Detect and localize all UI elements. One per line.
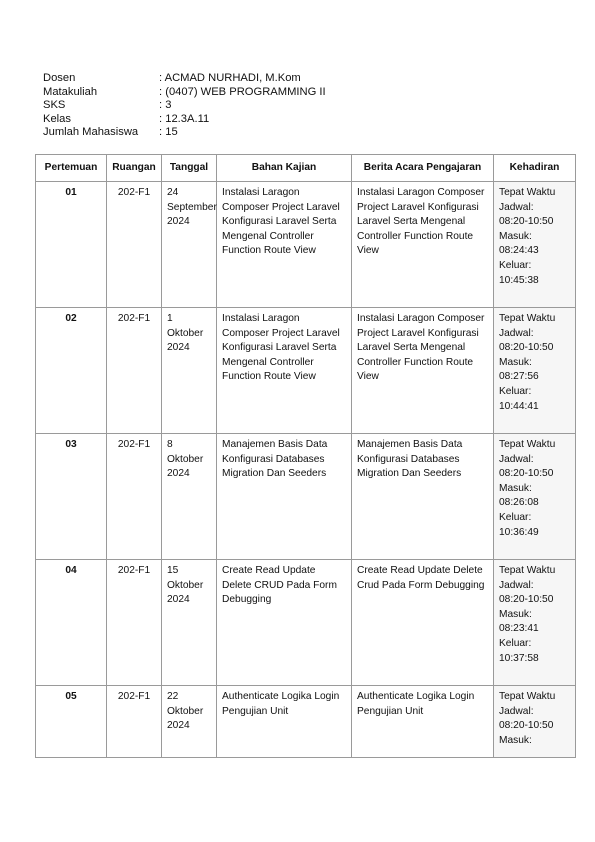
- course-info: [43, 72, 326, 140]
- tanggal-cell: 1 Oktober 2024: [162, 308, 217, 434]
- attendance-status: Tepat Waktu: [499, 313, 556, 324]
- header-pertemuan: Pertemuan: [36, 155, 107, 182]
- table-row: [36, 560, 576, 686]
- keluar-time: 10:45:38: [499, 274, 539, 286]
- keluar-time: 10:36:49: [499, 526, 539, 538]
- tanggal-cell: 22 Oktober 2024: [162, 686, 217, 758]
- table-row: [36, 434, 576, 560]
- header-berita-acara: Berita Acara Pengajaran: [352, 155, 494, 182]
- kehadiran-cell: [494, 560, 576, 686]
- bahan-kajian-cell: Create Read Update Delete CRUD Pada Form Debugging: [217, 560, 352, 686]
- bahan-kajian-cell: Instalasi Laragon Composer Project Laravel Konfigurasi Laravel Serta Mengenal Controller Function Route View: [217, 308, 352, 434]
- masuk-time: 08:27:56: [499, 371, 539, 383]
- info-row-kelas: [43, 113, 326, 127]
- pertemuan-cell: 03: [36, 434, 107, 560]
- matakuliah-value: : (0407) WEB PROGRAMMING II: [159, 86, 326, 100]
- ruangan-cell: 202-F1: [107, 182, 162, 308]
- keluar-label: Keluar:: [499, 259, 532, 271]
- header-kehadiran: Kehadiran: [494, 155, 576, 182]
- table-row: [36, 182, 576, 308]
- header-ruangan: Ruangan: [107, 155, 162, 182]
- tanggal-cell: 8 Oktober 2024: [162, 434, 217, 560]
- teaching-journal-table: [35, 154, 576, 758]
- dosen-value: : ACMAD NURHADI, M.Kom: [159, 72, 301, 86]
- kehadiran-cell: [494, 434, 576, 560]
- keluar-label: Keluar:: [499, 637, 532, 649]
- berita-acara-cell: Instalasi Laragon Composer Project Laravel Konfigurasi Laravel Serta Mengenal Controller Function Route View: [352, 182, 494, 308]
- info-row-dosen: [43, 72, 326, 86]
- pertemuan-cell: 02: [36, 308, 107, 434]
- jadwal-label: Jadwal:: [499, 579, 534, 591]
- berita-acara-cell: Manajemen Basis Data Konfigurasi Databases Migration Dan Seeders: [352, 434, 494, 560]
- attendance-status: Tepat Waktu: [499, 187, 556, 198]
- ruangan-cell: 202-F1: [107, 560, 162, 686]
- masuk-label: Masuk:: [499, 482, 532, 494]
- table-row: [36, 308, 576, 434]
- ruangan-cell: 202-F1: [107, 308, 162, 434]
- berita-acara-cell: Instalasi Laragon Composer Project Laravel Konfigurasi Laravel Serta Mengenal Controller Function Route View: [352, 308, 494, 434]
- kehadiran-cell: [494, 182, 576, 308]
- attendance-status: Tepat Waktu: [499, 439, 556, 450]
- jadwal-label: Jadwal:: [499, 705, 534, 717]
- keluar-time: 10:44:41: [499, 400, 539, 412]
- jadwal-label: Jadwal:: [499, 453, 534, 465]
- sks-value: : 3: [159, 99, 171, 113]
- header-bahan-kajian: Bahan Kajian: [217, 155, 352, 182]
- masuk-label: Masuk:: [499, 608, 532, 620]
- jadwal-time: 08:20-10:50: [499, 468, 554, 480]
- matakuliah-label: Matakuliah: [43, 85, 98, 98]
- jadwal-time: 08:20-10:50: [499, 594, 554, 606]
- berita-acara-cell: Create Read Update Delete Crud Pada Form Debugging: [352, 560, 494, 686]
- jadwal-time: 08:20-10:50: [499, 216, 554, 228]
- masuk-label: Masuk:: [499, 356, 532, 368]
- pertemuan-cell: 04: [36, 560, 107, 686]
- ruangan-cell: 202-F1: [107, 686, 162, 758]
- masuk-time: 08:23:41: [499, 623, 539, 635]
- masuk-label: Masuk:: [499, 734, 532, 746]
- keluar-time: 10:37:58: [499, 652, 539, 664]
- kehadiran-cell: [494, 686, 576, 758]
- keluar-label: Keluar:: [499, 385, 532, 397]
- pertemuan-cell: 05: [36, 686, 107, 758]
- jadwal-time: 08:20-10:50: [499, 720, 554, 732]
- info-row-matakuliah: [43, 86, 326, 100]
- masuk-time: 08:26:08: [499, 497, 539, 509]
- info-row-jumlah-mahasiswa: [43, 126, 326, 140]
- berita-acara-cell: Authenticate Logika Login Pengujian Unit: [352, 686, 494, 758]
- bahan-kajian-cell: Authenticate Logika Login Pengujian Unit: [217, 686, 352, 758]
- table-header-row: [36, 155, 576, 182]
- kelas-label: Kelas: [43, 112, 71, 125]
- masuk-label: Masuk:: [499, 230, 532, 242]
- sks-label: SKS: [43, 99, 66, 112]
- info-row-sks: [43, 99, 326, 113]
- jadwal-label: Jadwal:: [499, 327, 534, 339]
- table-row: [36, 686, 576, 758]
- tanggal-cell: 15 Oktober 2024: [162, 560, 217, 686]
- jadwal-time: 08:20-10:50: [499, 342, 554, 354]
- dosen-label: Dosen: [43, 72, 76, 84]
- jadwal-label: Jadwal:: [499, 201, 534, 213]
- ruangan-cell: 202-F1: [107, 434, 162, 560]
- jumlah-mahasiswa-label: Jumlah Mahasiswa: [43, 126, 139, 139]
- pertemuan-cell: 01: [36, 182, 107, 308]
- keluar-label: Keluar:: [499, 511, 532, 523]
- kelas-value: : 12.3A.11: [159, 113, 209, 127]
- attendance-status: Tepat Waktu: [499, 565, 556, 576]
- jumlah-mahasiswa-value: : 15: [159, 126, 178, 140]
- tanggal-cell: 24 September 2024: [162, 182, 217, 308]
- header-tanggal: Tanggal: [162, 155, 217, 182]
- attendance-status: Tepat Waktu: [499, 691, 556, 702]
- bahan-kajian-cell: Manajemen Basis Data Konfigurasi Databases Migration Dan Seeders: [217, 434, 352, 560]
- bahan-kajian-cell: Instalasi Laragon Composer Project Laravel Konfigurasi Laravel Serta Mengenal Controller Function Route View: [217, 182, 352, 308]
- masuk-time: 08:24:43: [499, 245, 539, 257]
- kehadiran-cell: [494, 308, 576, 434]
